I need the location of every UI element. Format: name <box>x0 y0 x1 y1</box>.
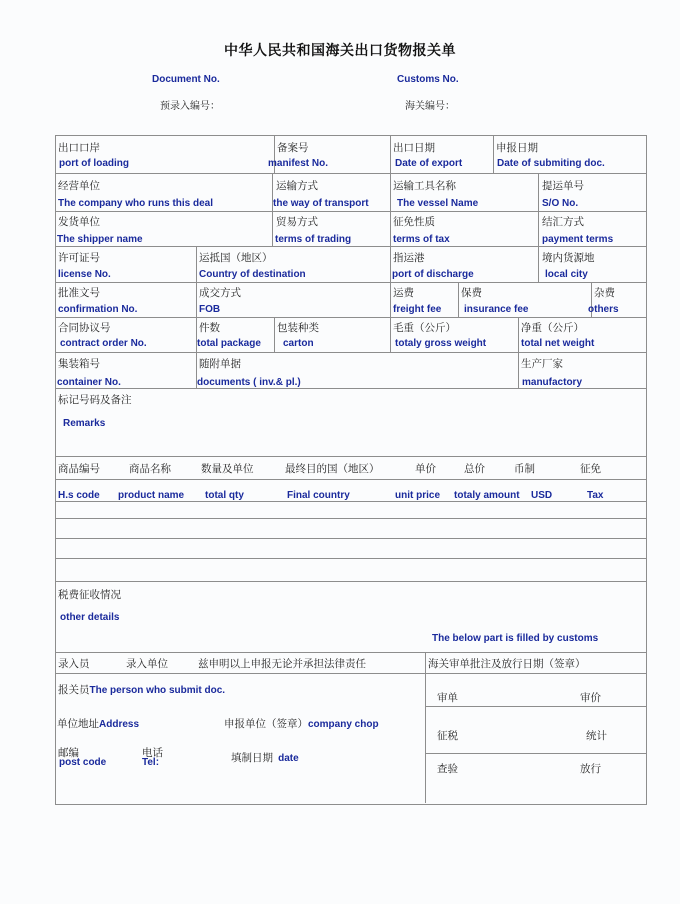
transport-cn: 运输方式 <box>276 180 318 192</box>
address-row <box>57 712 139 731</box>
company-field[interactable]: The company who runs this deal <box>58 198 214 209</box>
statistics-label: 统计 <box>586 730 607 742</box>
remarks-cn: 标记号码及备注 <box>58 394 132 406</box>
contract-cn: 合同协议号 <box>58 322 111 334</box>
goods-header-name-cn: 商品名称 <box>129 463 171 475</box>
manifest-no-field[interactable]: manifest No. <box>268 158 329 169</box>
fill-date-field[interactable]: date <box>278 753 299 764</box>
declarer-row <box>58 678 225 697</box>
tax-details-cn: 税费征收情况 <box>58 589 121 601</box>
local-city-cn: 境内货源地 <box>542 252 595 264</box>
so-no-field[interactable]: S/O No. <box>542 198 579 209</box>
company-cn: 经营单位 <box>58 180 100 192</box>
declaration-statement: 兹申明以上申报无论并承担法律责任 <box>198 658 366 670</box>
entry-unit-label: 录入单位 <box>126 658 168 670</box>
gross-weight-field[interactable]: totaly gross weight <box>395 338 487 349</box>
net-weight-field[interactable]: total net weight <box>521 338 595 349</box>
container-field[interactable]: container No. <box>57 377 121 388</box>
date-of-export-cn: 出口日期 <box>393 142 435 154</box>
others-field[interactable]: others <box>588 304 619 315</box>
form-title: 中华人民共和国海关出口货物报关单 <box>224 43 456 59</box>
shipper-field[interactable]: The shipper name <box>57 234 143 245</box>
goods-currency-field[interactable]: USD <box>531 490 553 501</box>
goods-header-total-cn: 总价 <box>464 463 485 475</box>
document-no-cn-label: 预录入编号： <box>160 101 220 112</box>
vessel-name-cn: 运输工具名称 <box>393 180 456 192</box>
fill-date-row <box>231 746 299 765</box>
goods-header-qty-cn: 数量及单位 <box>201 463 254 475</box>
chop-row <box>224 712 379 731</box>
declarer-cn: 报关员 <box>58 684 90 696</box>
vessel-name-field[interactable]: The vessel Name <box>397 198 479 209</box>
postcode-field[interactable]: post code <box>59 757 107 768</box>
freight-cn: 运费 <box>393 287 414 299</box>
port-of-loading-cn: 出口口岸 <box>58 142 100 154</box>
date-of-export-field[interactable]: Date of export <box>395 158 463 169</box>
discharge-field[interactable]: port of discharge <box>392 269 474 280</box>
goods-header-hs-cn: 商品编号 <box>58 463 100 475</box>
tax-terms-field[interactable]: terms of tax <box>393 234 450 245</box>
gross-weight-cn: 毛重（公斤） <box>393 322 456 334</box>
confirmation-cn: 批准文号 <box>58 287 100 299</box>
goods-hs-code-field[interactable]: H.s code <box>58 490 100 501</box>
pricing-label: 审价 <box>580 692 601 704</box>
local-city-field[interactable]: local city <box>545 269 588 280</box>
others-cn: 杂费 <box>594 287 615 299</box>
goods-header-currency-cn: 币制 <box>514 463 535 475</box>
goods-header-unit-price-cn: 单价 <box>415 463 436 475</box>
review-label: 审单 <box>437 692 458 704</box>
goods-header-tax-cn: 征免 <box>580 463 601 475</box>
payment-cn: 结汇方式 <box>542 216 584 228</box>
insurance-cn: 保费 <box>461 287 482 299</box>
goods-tax-field[interactable]: Tax <box>587 490 604 501</box>
insurance-field[interactable]: insurance fee <box>464 304 529 315</box>
manifest-no-cn: 备案号 <box>277 142 309 154</box>
goods-header-country-cn: 最终目的国（地区） <box>285 463 380 475</box>
address-field[interactable]: Address <box>99 719 140 730</box>
license-cn: 许可证号 <box>58 252 100 264</box>
manufactory-cn: 生产厂家 <box>521 358 563 370</box>
container-cn: 集装箱号 <box>58 358 100 370</box>
goods-product-name-field[interactable]: product name <box>118 490 185 501</box>
other-details-field[interactable]: other details <box>60 612 120 623</box>
release-label: 放行 <box>580 763 601 775</box>
submit-date-field[interactable]: Date of submiting doc. <box>497 158 605 169</box>
confirmation-field[interactable]: confirmation No. <box>58 304 138 315</box>
customs-approval-label: 海关审单批注及放行日期（签章） <box>428 658 586 670</box>
transport-field[interactable]: the way of transport <box>273 198 369 209</box>
destination-cn: 运抵国（地区） <box>199 252 273 264</box>
tel-cn: 电话 <box>142 747 163 759</box>
package-cn: 件数 <box>199 322 220 334</box>
goods-total-qty-field[interactable]: total qty <box>205 490 244 501</box>
package-type-field[interactable]: carton <box>283 338 314 349</box>
port-of-loading-field[interactable]: port of loading <box>59 158 129 169</box>
deal-method-cn: 成交方式 <box>199 287 241 299</box>
contract-field[interactable]: contract order No. <box>60 338 147 349</box>
discharge-cn: 指运港 <box>393 252 425 264</box>
package-type-cn: 包装种类 <box>277 322 319 334</box>
freight-field[interactable]: freight fee <box>393 304 442 315</box>
declarer-field[interactable]: The person who submit doc. <box>89 685 226 696</box>
goods-final-country-field[interactable]: Final country <box>287 490 350 501</box>
customs-no-label: Customs No. <box>397 74 459 85</box>
payment-field[interactable]: payment terms <box>542 234 614 245</box>
documents-field[interactable]: documents ( inv.& pl.) <box>197 377 301 388</box>
package-field[interactable]: total package <box>197 338 261 349</box>
fill-date-cn: 填制日期 <box>231 752 273 764</box>
goods-unit-price-field[interactable]: unit price <box>395 490 441 501</box>
customs-note: The below part is filled by customs <box>432 633 599 644</box>
tel-field[interactable]: Tel: <box>142 757 160 768</box>
postcode-cn: 邮编 <box>58 747 79 759</box>
submit-date-cn: 申报日期 <box>496 142 538 154</box>
manufactory-field[interactable]: manufactory <box>522 377 583 388</box>
customs-no-cn-label: 海关编号： <box>405 101 455 112</box>
goods-total-amount-field[interactable]: totaly amount <box>454 490 520 501</box>
tax-terms-cn: 征免性质 <box>393 216 435 228</box>
inspection-label: 查验 <box>437 763 458 775</box>
document-no-label: Document No. <box>152 74 220 85</box>
address-cn: 单位地址 <box>57 718 99 730</box>
entry-clerk-label: 录入员 <box>58 658 90 670</box>
company-chop-field[interactable]: company chop <box>308 719 379 730</box>
destination-field[interactable]: Country of destination <box>199 269 306 280</box>
trading-field[interactable]: terms of trading <box>275 234 352 245</box>
net-weight-cn: 净重（公斤） <box>521 322 584 334</box>
shipper-cn: 发货单位 <box>58 216 100 228</box>
trading-cn: 贸易方式 <box>276 216 318 228</box>
documents-cn: 随附单据 <box>199 358 241 370</box>
levy-label: 征税 <box>437 730 458 742</box>
license-field[interactable]: license No. <box>58 269 111 280</box>
deal-method-field[interactable]: FOB <box>199 304 221 315</box>
remarks-field[interactable]: Remarks <box>63 418 106 429</box>
so-no-cn: 提运单号 <box>542 180 584 192</box>
chop-cn: 申报单位（签章） <box>224 718 308 730</box>
